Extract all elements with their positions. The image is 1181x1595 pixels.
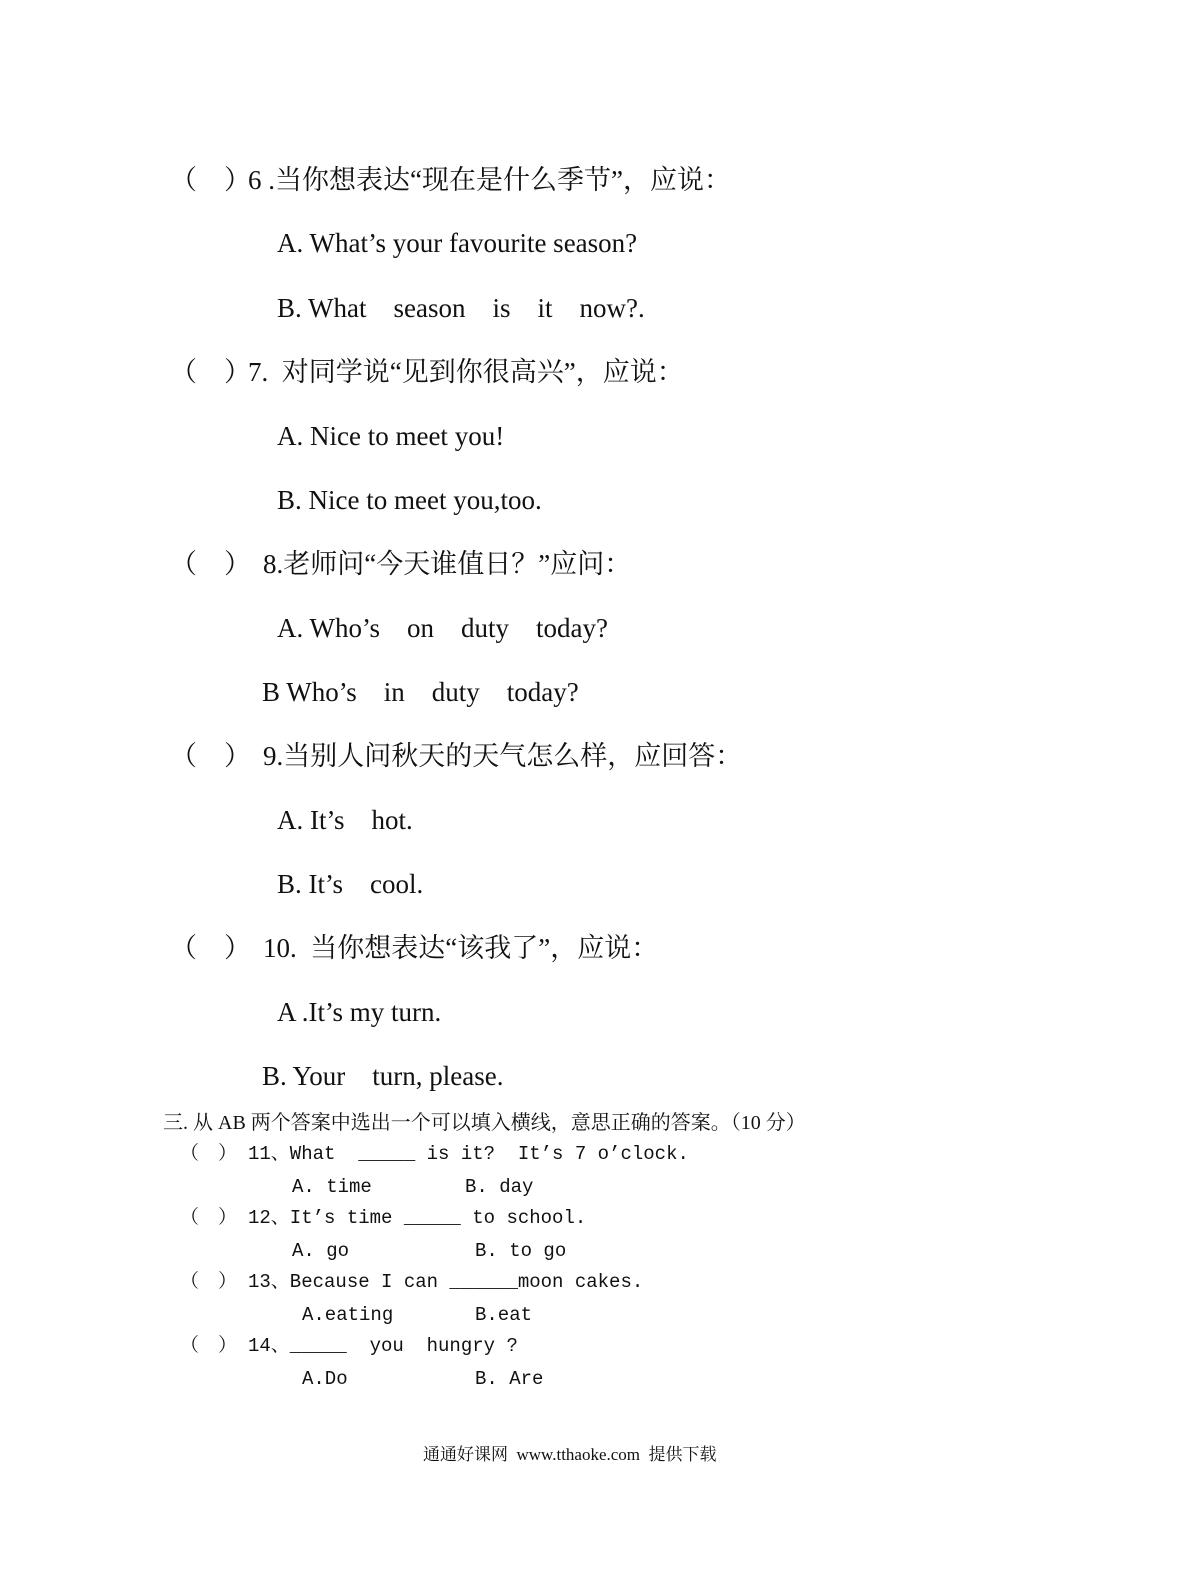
question-text: 8.老师问“今天谁值日？”应问： [263,549,632,579]
answer-paren: （ ） [180,1335,238,1357]
answer-paren: （ ） [180,1271,238,1293]
option-a: A. Nice to meet you! [277,421,505,451]
option-b: B. Your turn, please. [262,1061,504,1091]
answer-paren: （ ） [180,1143,238,1165]
option-b: B. Are [475,1368,544,1390]
option-b: B. What season is it now?. [277,293,645,323]
option-b: B.eat [475,1304,533,1326]
question-text: 11、What _____ is it? It’s 7 o’clock. [248,1143,689,1165]
question-text: 14、_____ you hungry ? [248,1335,518,1357]
option-a: A.Do [302,1368,348,1390]
option-a: A. go [292,1240,350,1262]
option-a: A .It’s my turn. [277,997,442,1027]
option-b: B Who’s in duty today? [262,677,579,707]
answer-paren: （ ） [170,357,251,387]
option-b: B. It’s cool. [277,869,424,899]
option-a: A.eating [302,1304,394,1326]
option-a: A. Who’s on duty today? [277,613,608,643]
option-b: B. to go [475,1240,567,1262]
section-3-heading: 三. 从 AB 两个答案中选出一个可以填入横线，意思正确的答案。（10 分） [163,1112,806,1134]
option-a: A. time [292,1176,372,1198]
option-b: B. Nice to meet you,too. [277,485,542,515]
answer-paren: （ ） [170,549,251,579]
answer-paren: （ ） [170,165,251,195]
answer-paren: （ ） [170,933,251,963]
option-a: A. What’s your favourite season? [277,228,638,258]
question-text: 13、Because I can ______moon cakes. [248,1271,644,1293]
option-a: A. It’s hot. [277,805,413,835]
question-text: 7. 对同学说“见到你很高兴”，应说： [248,357,684,387]
question-text: 12、It’s time _____ to school. [248,1207,587,1229]
question-text: 10. 当你想表达“该我了”，应说： [263,933,659,963]
answer-paren: （ ） [170,741,251,771]
question-text: 6 .当你想表达“现在是什么季节”，应说： [248,165,731,195]
option-b: B. day [465,1176,534,1198]
answer-paren: （ ） [180,1207,238,1229]
question-text: 9.当别人问秋天的天气怎么样，应回答： [263,741,743,771]
page-footer: 通通好课网 www.tthaoke.com 提供下载 [423,1445,717,1464]
